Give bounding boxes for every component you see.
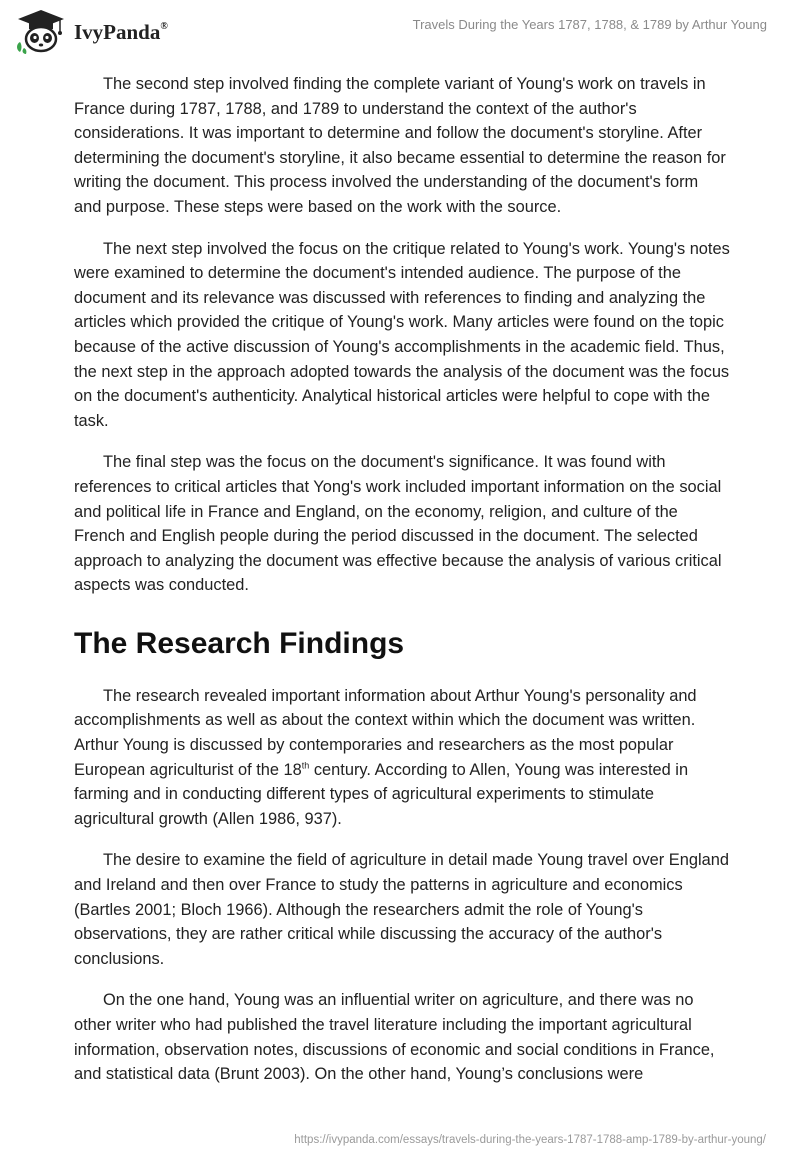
document-title: Travels During the Years 1787, 1788, & 1789 by Arthur Young xyxy=(412,17,767,32)
paragraph-1: The second step involved finding the complete variant of Young's work on travels in France during 1787, 1788, and 1789 to understand the context of the author's considerations. It was important to determine and follow the document's storyline. After determining the document's storyline, it also became essential to determine the reason for writing the document. This process involved the understanding of the document's form and purpose. These steps were based on the work with the source. xyxy=(74,75,726,216)
brand-text: IvyPanda xyxy=(74,19,161,44)
brand-logo[interactable] xyxy=(14,8,168,54)
panda-graduate-icon xyxy=(14,8,68,54)
registered-mark: ® xyxy=(160,20,168,32)
paragraph-2: The next step involved the focus on the critique related to Young's work. Young's notes were examined to determine the document's intended audience. The purpose of the document and its relevance was discussed with references to finding and analyzing the articles which provided the critique of Young's work. Many articles were found on the topic because of the active discussion of Young's accomplishments in the academic field. Thus, the next step in the approach adopted towards the analysis of the document was the focus on the document's authenticity. Analytical historical articles were helpful to cope with the task. xyxy=(74,239,730,430)
paragraph-4-start: The research revealed important information about Arthur Young's personality and accomplishments as well as about the context within which the document was written. Arthur Young is discussed by contemporaries and researchers as the most popular European agriculturist of the 18 xyxy=(74,686,697,779)
paragraph-5: The desire to examine the field of agriculture in detail made Young travel over England and Ireland and then over France to study the patterns in agriculture and economics (Bartles 2001; Bloch 1966). Although the researchers admit the role of Young's observations, they are rather critical while discussing the accuracy of the author's conclusions. xyxy=(74,851,729,968)
paragraph-6: On the one hand, Young was an influential writer on agriculture, and there was no other writer who had published the travel literature including the important agricultural information, observation notes, discussions of economic and social conditions in France, and statistical data (Brunt 2003). On the other hand, Young’s conclusions were xyxy=(74,991,715,1084)
ordinal-suffix: th xyxy=(301,760,310,771)
paragraph-4-end: century. According to Allen, Young was interested in farming and in conducting different types of agricultural experiments to stimulate agricultural growth (Allen 1986, 937). xyxy=(74,760,689,828)
essay-body xyxy=(74,72,730,1104)
paragraph-4 xyxy=(74,684,730,832)
paragraph-3: The final step was the focus on the document's significance. It was found with references to critical articles that Yong's work included important information on the social and political life in France and England, on the economy, religion, and culture of the French and English people during the period discussed in the document. The selected approach to analyzing the document was effective because the analysis of various critical aspects was conducted. xyxy=(74,453,722,595)
section-heading: The Research Findings xyxy=(74,626,405,660)
page-header xyxy=(0,0,800,60)
source-url[interactable]: https://ivypanda.com/essays/travels-during-the-years-1787-1788-amp-1789-by-arthur-young/ xyxy=(294,1134,766,1146)
brand-name xyxy=(74,20,168,45)
